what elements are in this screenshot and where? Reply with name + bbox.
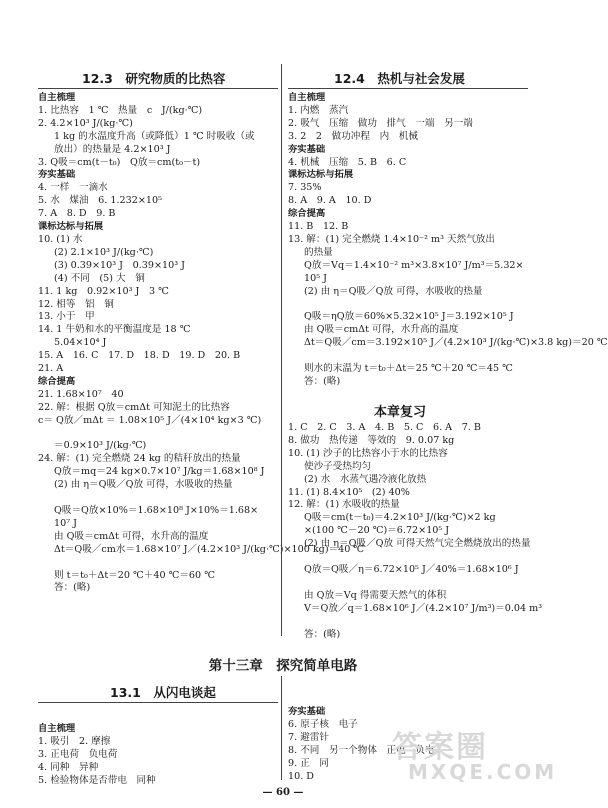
answer-line: 3. Q吸＝cm(t－t₀) Q放＝cm(t₀－t) [38, 156, 201, 168]
answer-line: (2) 2.1×10³ J/(kg·℃) [54, 246, 154, 258]
answer-line: 答：(略) [54, 582, 91, 594]
answer-line: 8. 不同 另一个物体 正电 负电 [288, 744, 435, 756]
answer-line: (2) 水 水蒸气遇冷液化放热 [304, 473, 427, 485]
answer-line: 1. 比热容 1 ℃ 热量 c J/(kg·℃) [38, 104, 203, 116]
section-label: 夯实基础 [38, 169, 76, 181]
answer-line: 1 kg 的水温度升高（或降低）1 ℃ 时吸收（或 [54, 130, 255, 142]
answer-line: 3. 2 2 做功冲程 内 机械 [288, 130, 418, 142]
section-label: 自主梳理 [38, 723, 76, 734]
answer-line: 8. A 9. A 10. D [288, 195, 372, 207]
answer-line [288, 299, 528, 312]
section-label: 课标达标与拓展 [288, 169, 354, 181]
answer-line: 答：(略) [304, 628, 341, 640]
answer-line: 使沙子受热均匀 [304, 460, 372, 472]
answer-line: 放出）的热量是 4.2×10³ J [54, 143, 171, 155]
answer-line: 6. 原子核 电子 [288, 718, 358, 730]
answer-line: 9. 正 同 [288, 757, 329, 769]
chapter-review-column [288, 422, 543, 641]
title-underline-left [38, 88, 278, 89]
answer-line: 11. 1 kg 0.92×10³ J 3 ℃ [38, 285, 169, 297]
answer-line: ＝0.9×10³ J/(kg·℃) [54, 440, 147, 452]
answer-line: Q吸＝cm(t－t₀)＝4.2×10³ J/(kg·℃)×2 kg [304, 512, 496, 524]
answer-line: 4. 同种 异种 [38, 761, 99, 773]
right-column [288, 92, 608, 389]
chapter-heading: 第十三章 探究简单电路 [208, 658, 358, 674]
answer-line: 由 Q放＝Vq 得需要天然气的体积 [304, 589, 447, 601]
answer-line: Q放＝mq＝24 kg×0.7×10⁷ J/kg＝1.68×10⁸ J [54, 466, 265, 478]
answer-line: 10. (1) 沙子的比热容小于水的比热容 [288, 447, 448, 459]
answer-line: 11. B 12. B [288, 221, 349, 233]
answer-line: Q吸＝ηQ放＝60%×5.32×10⁵ J＝3.192×10⁵ J [304, 311, 514, 323]
answer-line: 11. (1) 8.4×10⁵ (2) 40% [288, 486, 410, 498]
answer-line: Q放＝Q吸／η＝6.72×10⁵ J／40%＝1.68×10⁶ J [304, 563, 519, 575]
answer-line: 10. D [288, 770, 314, 782]
watermark-logo: 答案圈 [392, 730, 488, 765]
answer-line: 7. 避雷针 [288, 731, 329, 743]
answer-line: ×(100 ℃－20 ℃)＝6.72×10⁵ J [304, 525, 450, 537]
answer-line: 1. 吸引 2. 摩擦 [38, 735, 111, 747]
answer-line: 24. 解：(1) 完全燃烧 24 kg 的秸秆放出的热量 [38, 453, 241, 465]
title-underline-right [288, 88, 528, 89]
answer-line: Q吸＝Q放×10%＝1.68×10⁸ J×10%＝1.68× [54, 505, 259, 516]
column-divider [281, 64, 282, 636]
answer-line: 7. A 8. D 9. B [38, 208, 116, 220]
section-label: 夯实基础 [288, 706, 326, 717]
answer-line: 5.04×10⁴ J [54, 337, 107, 349]
answer-line: 的热量 [304, 246, 333, 258]
answer-line: 21. A [38, 363, 64, 375]
answer-line [38, 557, 278, 570]
answer-line: 10. (1) 水 [38, 233, 83, 245]
answer-line [288, 577, 528, 590]
chapter-review-title: 本章复习 [374, 405, 427, 420]
answer-line: c＝ Q放／mΔt ＝ 1.08×10⁵ J／(4×10⁴ kg×3 ℃) [38, 414, 262, 426]
section-title-12-4: 12.4 热机与社会发展 [334, 71, 465, 86]
answer-line: 1. C 2. C 3. A 4. B 5. C 6. A 7. B [288, 422, 481, 433]
answer-line: (3) 0.39×10³ J 0.39×10³ J [54, 259, 185, 271]
answer-line: 8. 做功 热传递 等效的 9. 0.07 kg [288, 434, 455, 446]
answer-line: V＝Q放／q＝1.68×10⁶ J／(4.2×10⁷ J/m³)＝0.04 m³ [304, 602, 543, 614]
answer-line: 4. 机械 压缩 5. B 6. C [288, 156, 407, 168]
title-underline-bottom-left [38, 702, 278, 703]
answer-line [38, 428, 278, 441]
answer-line: 22. 解：根据 Q放＝cmΔt 可知泥土的比热容 [38, 401, 230, 413]
answer-line: Q放＝Vq＝1.4×10⁻² m³×3.8×10⁷ J/m³＝5.32× [304, 259, 524, 271]
section-label: 自主梳理 [38, 92, 76, 103]
answer-line: 13. 小于 甲 [38, 311, 95, 323]
section-label: 夯实基础 [288, 143, 326, 155]
answer-line: 5. 水 煤油 6. 1.232×10⁵ [38, 195, 162, 207]
answer-line: 2. 4.2×10³ J/(kg·℃) [38, 117, 133, 129]
answer-line: 则水的末温为 t＝t₀＋Δt＝25 ℃＋20 ℃＝45 ℃ [304, 363, 513, 375]
bottom-left-column [38, 723, 278, 788]
answer-line: 13. 解：(1) 完全燃烧 1.4×10⁻² m³ 天然气放出 [288, 233, 495, 245]
section-title-12-3: 12.3 研究物质的比热容 [82, 71, 226, 86]
answer-line: 由 Q吸＝cmΔt 可得，水升高的温度 [304, 324, 459, 336]
answer-line [38, 492, 278, 505]
answer-line: Δt＝Q吸／cm＝3.192×10⁵ J／(4.2×10³ J/(kg·℃)×3.8 kg)＝20 ℃ [304, 337, 608, 349]
bottom-column-divider [281, 676, 282, 780]
section-label: 综合提高 [288, 208, 326, 220]
answer-line: 5. 检验物体是否带电 同种 [38, 774, 156, 786]
answer-line: 则 t＝t₀＋Δt＝20 ℃＋40 ℃＝60 ℃ [54, 569, 215, 581]
page-number: — 60 — [262, 787, 304, 798]
watermark-url: MXQE.COM [408, 760, 558, 784]
answer-line: 3. 正电荷 负电荷 [38, 748, 118, 760]
answer-line: Δt＝Q吸／cm水＝1.68×10⁷ J／(4.2×10³ J/(kg·℃)×100 kg)＝40 ℃ [54, 543, 365, 555]
answer-line [288, 616, 528, 629]
answer-line [288, 350, 528, 363]
answer-line: 15. A 16. C 17. D 18. D 19. D 20. B [38, 350, 241, 362]
answer-line: 7. 35% [288, 182, 322, 194]
answer-line: 12. 相等 铝 铜 [38, 298, 114, 310]
answer-line: 2. 吸气 压缩 做功 排气 一端 另一端 [288, 117, 473, 129]
section-label: 课标达标与拓展 [38, 221, 104, 233]
answer-line: (4) 不同 (5) 大 铜 [54, 272, 145, 284]
section-label: 综合提高 [38, 375, 76, 387]
answer-line: 14. 1 牛奶和水的平衡温度是 18 ℃ [38, 324, 191, 336]
answer-line: (2) 由 η＝Q吸／Q放 可得，水吸收的热量 [304, 285, 483, 297]
answer-line: 12. 解：(1) 水吸收的热量 [288, 499, 400, 511]
answer-line: 1. 内燃 蒸汽 [288, 104, 349, 116]
answer-line: (2) 由 η＝Q吸／Q放 可得，水吸收的热量 [54, 479, 233, 491]
answer-line: 10⁷ J [54, 517, 77, 529]
answer-line: 10⁵ J [304, 272, 327, 284]
answer-line [288, 551, 528, 564]
answer-line: 答：(略) [304, 375, 341, 387]
answer-line: 4. 一样 一滴水 [38, 182, 108, 194]
section-title-13-1: 13.1 从闪电谈起 [110, 685, 216, 700]
section-label: 自主梳理 [288, 92, 326, 103]
answer-line: 由 Q吸＝cmΔt 可得，水升高的温度 [54, 530, 209, 542]
answer-line: (2) 由 η＝Q吸／Q放 可得天然气完全燃烧放出的热量 [304, 538, 531, 550]
answer-line: 21. 1.68×10⁷ 40 [38, 388, 124, 400]
